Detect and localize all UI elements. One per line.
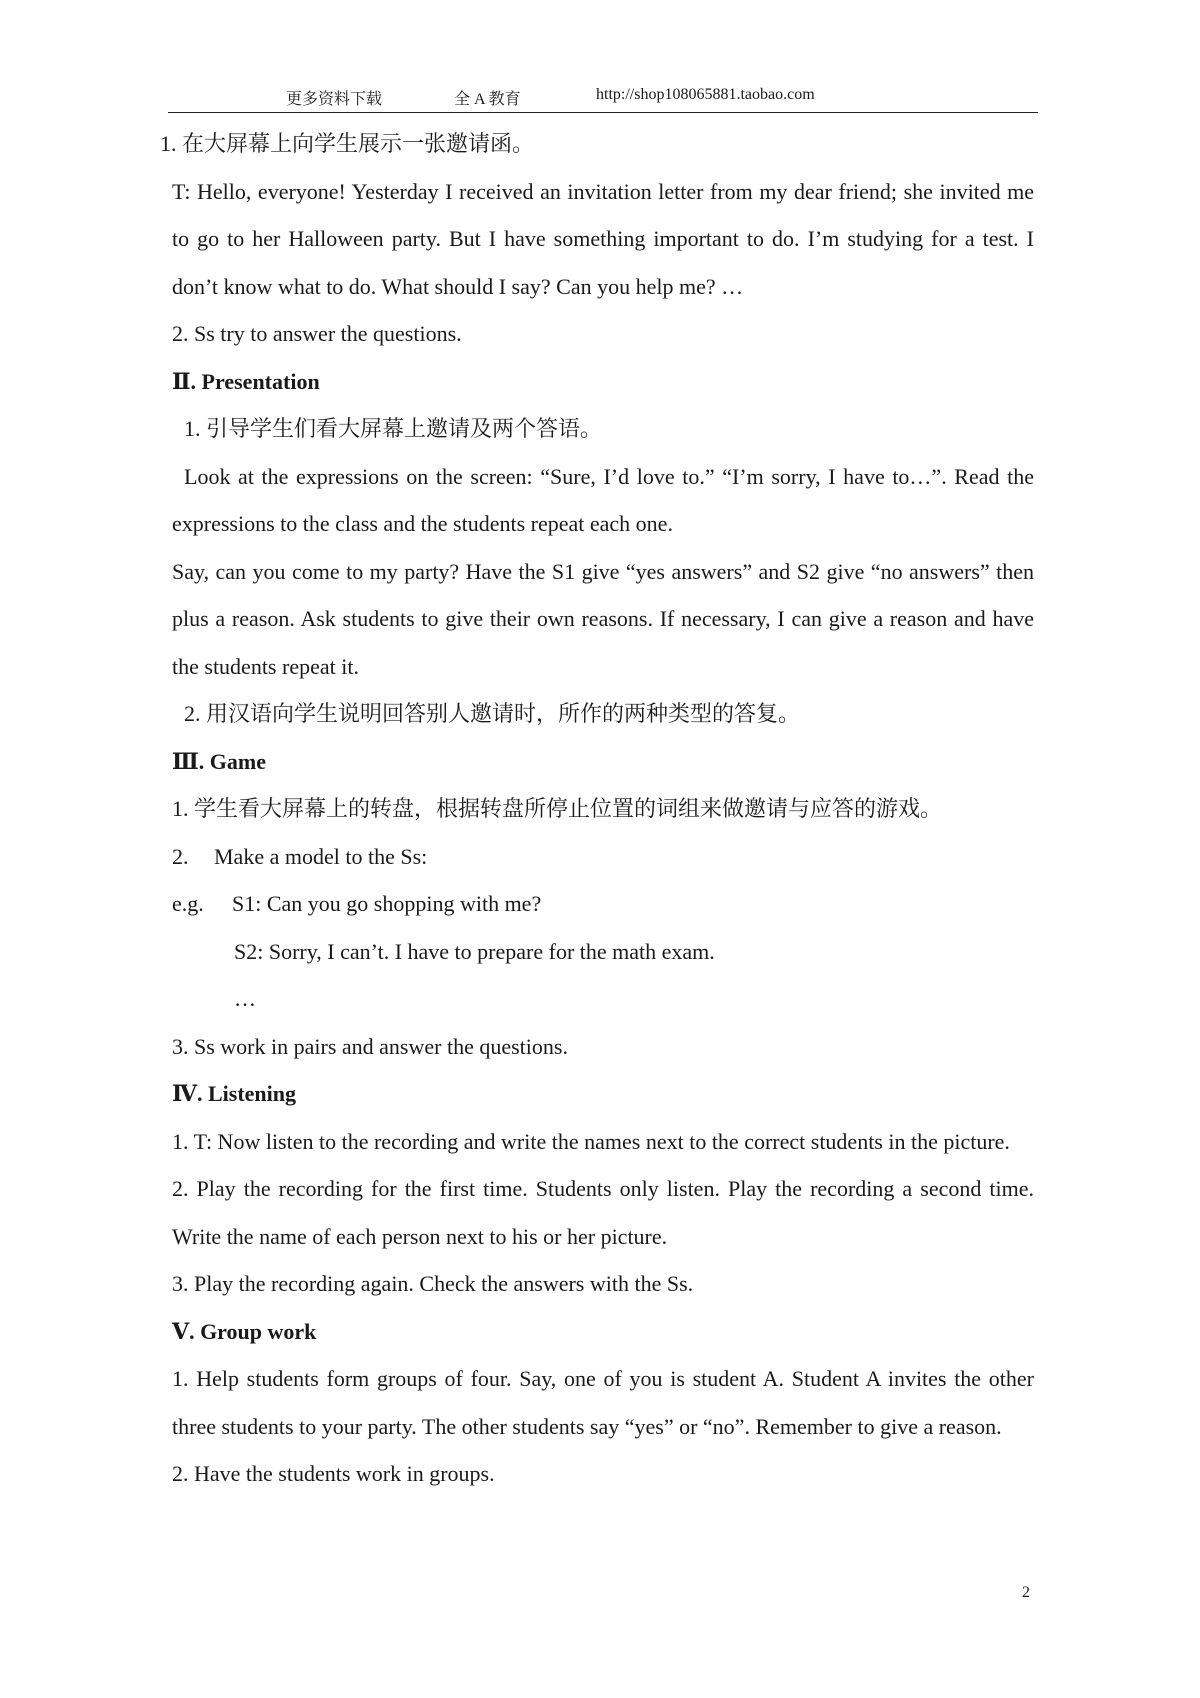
section-heading-group-work: Ⅴ. Group work (172, 1318, 317, 1344)
presentation-party-paragraph: Say, can you come to my party? Have the S1 give “yes answers” and S2 give “no answers” then plus a reason. Ask students to give their own reasons. If necessary, I can give a reason and have the students repeat it. (172, 558, 1034, 679)
step-1-show-invitation: 1. 在大屏幕上向学生展示一张邀请函。 (160, 131, 535, 156)
game-step-2 (172, 833, 1034, 881)
teacher-intro-paragraph: T: Hello, everyone! Yesterday I received an invitation letter from my dear friend; she invited me to go to her Halloween party. But I have something important to do. I’m studying for a test. I don’t know what to do. What should I say? Can you help me? … (172, 178, 1034, 299)
header-download-text: 更多资料下载 (286, 91, 383, 108)
page-number: 2 (1022, 1584, 1030, 1601)
presentation-step-2: 2. 用汉语向学生说明回答别人邀请时，所作的两种类型的答复。 (184, 701, 801, 726)
game-step-2-number: 2. (172, 843, 189, 869)
page-header (168, 86, 1038, 113)
listening-step-3: 3. Play the recording again. Check the answers with the Ss. (172, 1271, 694, 1296)
section-heading-game: Ⅲ. Game (172, 748, 266, 774)
document-body (160, 120, 1034, 1498)
section-heading-presentation: Ⅱ. Presentation (172, 368, 320, 394)
section-heading-listening: Ⅳ. Listening (172, 1081, 296, 1106)
example-s1-text: S1: Can you go shopping with me? (232, 891, 542, 916)
presentation-step-1: 1. 引导学生们看大屏幕上邀请及两个答语。 (184, 416, 603, 441)
group-work-step-1: 1. Help students form groups of four. Say, one of you is student A. Student A invites the other three students to your party. The other students say “yes” or “no”. Remember to give a reason. (172, 1366, 1034, 1439)
example-s1-line (172, 880, 1034, 928)
listening-step-2: 2. Play the recording for the first time. Students only listen. Play the recording a second time. Write the name of each person next to his or her picture. (172, 1176, 1034, 1249)
example-ellipsis: … (234, 986, 256, 1011)
game-step-3: 3. Ss work in pairs and answer the questions. (172, 1033, 568, 1059)
step-2-answer-questions: 2. Ss try to answer the questions. (172, 321, 462, 346)
presentation-expressions-paragraph: Look at the expressions on the screen: “Sure, I’d love to.” “I’m sorry, I have to…”. Read the expressions to the class and the students repeat each one. (172, 463, 1034, 536)
example-s2-line: S2: Sorry, I can’t. I have to prepare for the math exam. (234, 938, 715, 964)
game-step-1: 1. 学生看大屏幕上的转盘，根据转盘所停止位置的词组来做邀请与应答的游戏。 (172, 796, 943, 821)
group-work-step-2: 2. Have the students work in groups. (172, 1461, 495, 1486)
game-step-2-text: Make a model to the Ss: (214, 843, 428, 869)
header-brand-text: 全 A 教育 (454, 91, 521, 108)
example-label: e.g. (172, 891, 204, 916)
header-url-link[interactable]: http://shop108065881.taobao.com (596, 86, 815, 103)
listening-step-1: 1. T: Now listen to the recording and write the names next to the correct students in the picture. (172, 1128, 1010, 1154)
